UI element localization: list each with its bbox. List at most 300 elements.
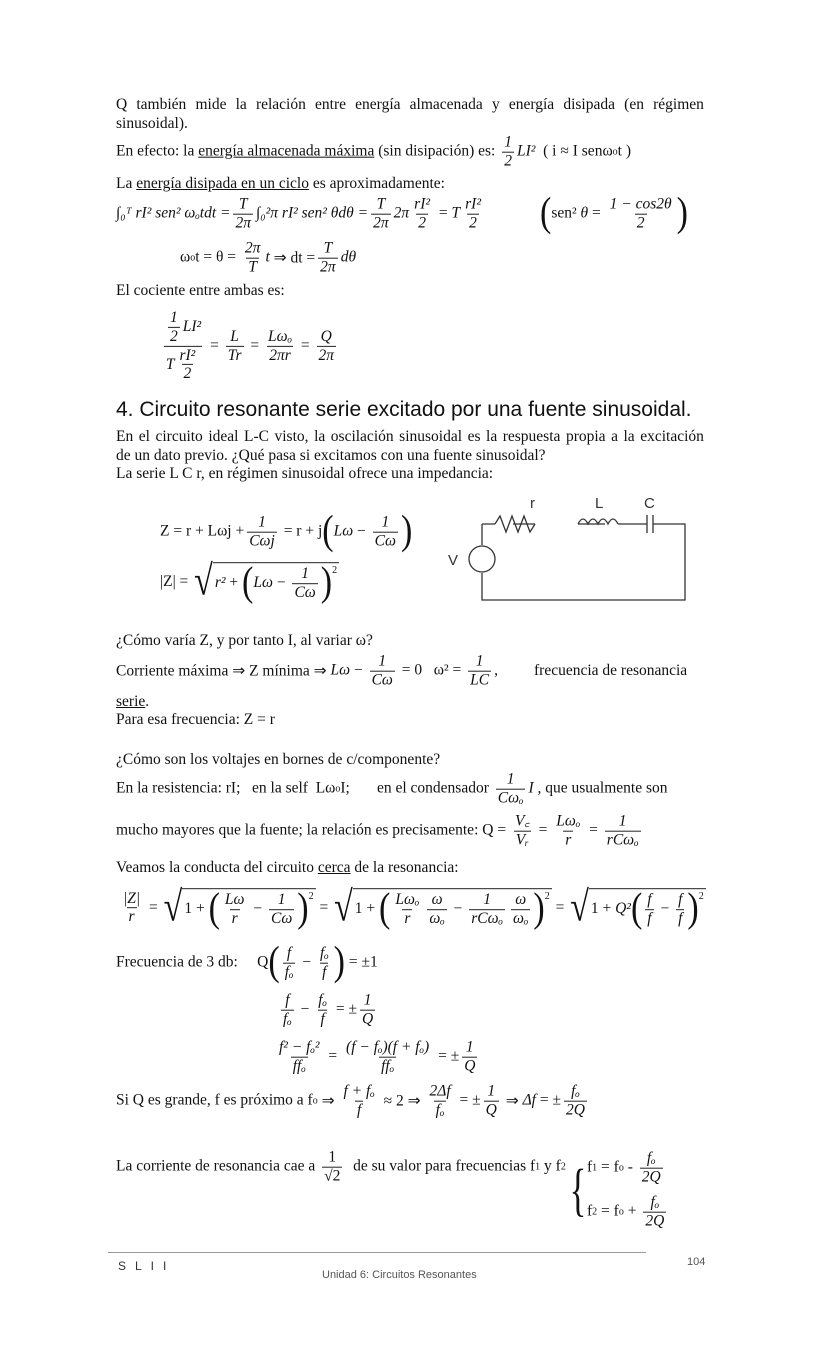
text: 2π bbox=[244, 239, 261, 257]
equation-ratio bbox=[160, 309, 339, 383]
paragraph-line bbox=[116, 632, 373, 650]
text: La corriente de resonancia cae a bbox=[116, 1158, 320, 1175]
text: T bbox=[248, 258, 257, 276]
subscript: o bbox=[612, 146, 618, 158]
parenthesized bbox=[322, 509, 413, 554]
denominator bbox=[292, 583, 317, 602]
numerator bbox=[316, 992, 329, 1010]
text: 2 bbox=[504, 152, 512, 170]
numerator bbox=[243, 240, 263, 258]
word: régimen bbox=[653, 96, 704, 113]
text: 1 bbox=[328, 1148, 337, 1166]
text: = bbox=[145, 899, 162, 916]
text: Q bbox=[320, 327, 332, 345]
radical bbox=[163, 884, 316, 932]
numerator bbox=[645, 1150, 658, 1168]
underlined-text: energía almacenada máxima bbox=[198, 143, 375, 160]
text: = ± bbox=[455, 1092, 481, 1109]
denominator bbox=[645, 909, 653, 928]
text: 2Q bbox=[565, 1101, 585, 1119]
numerator bbox=[393, 891, 421, 909]
fraction bbox=[412, 196, 432, 233]
paragraph-line bbox=[116, 1149, 566, 1186]
paragraph-line bbox=[116, 428, 704, 446]
text: T bbox=[376, 195, 386, 213]
text: f bbox=[678, 910, 683, 927]
numerator bbox=[412, 196, 432, 214]
equation-normalized-impedance bbox=[118, 884, 706, 932]
word: excitación bbox=[640, 428, 704, 445]
text: r bbox=[565, 831, 572, 849]
text: f bbox=[320, 1010, 325, 1028]
numerator bbox=[237, 196, 250, 214]
paragraph-line bbox=[116, 134, 631, 171]
text: Lωₒ bbox=[556, 812, 581, 830]
numerator bbox=[285, 945, 293, 963]
text: 1 bbox=[504, 133, 512, 151]
text: − bbox=[272, 574, 290, 592]
fraction bbox=[223, 891, 247, 928]
left-paren: ( bbox=[268, 940, 280, 985]
denominator bbox=[182, 364, 194, 383]
numerator bbox=[344, 1039, 431, 1057]
subscript: o bbox=[312, 1095, 318, 1107]
footer-logo: SLII bbox=[118, 1259, 176, 1273]
text: r bbox=[404, 910, 411, 927]
text: 1 + bbox=[354, 900, 380, 918]
text: t ) bbox=[617, 143, 631, 160]
parenthesized bbox=[379, 886, 550, 932]
denominator bbox=[605, 831, 641, 850]
denominator bbox=[360, 1010, 375, 1029]
equation-impedance-magnitude bbox=[160, 558, 339, 606]
word: visto, bbox=[274, 428, 309, 445]
fraction bbox=[177, 347, 197, 384]
text: = f bbox=[597, 1159, 619, 1176]
denominator bbox=[643, 1212, 666, 1231]
text: Vᵣ bbox=[515, 831, 529, 849]
numerator bbox=[617, 813, 629, 831]
word: mide bbox=[195, 96, 227, 113]
denominator bbox=[318, 258, 338, 277]
fraction bbox=[643, 1194, 666, 1231]
fraction bbox=[605, 813, 641, 850]
text: − bbox=[449, 900, 467, 918]
text: 2πr bbox=[269, 346, 291, 364]
text: 2Δf bbox=[429, 1082, 451, 1100]
fraction bbox=[640, 1150, 663, 1187]
text: Q bbox=[485, 1101, 497, 1119]
text: ⇒ dt = bbox=[269, 249, 316, 267]
text: 1 + bbox=[184, 900, 209, 918]
math-italic: dθ bbox=[340, 249, 357, 266]
math-italic: 2π bbox=[393, 205, 410, 222]
text: ¿Cómo varía Z, y por tanto I, al variar ω? bbox=[116, 632, 373, 649]
text: Frecuencia de 3 db: Q bbox=[116, 954, 269, 971]
text: f bbox=[322, 963, 327, 981]
text: Cω bbox=[374, 532, 396, 550]
fraction bbox=[511, 891, 530, 928]
numerator bbox=[299, 565, 311, 583]
text: V꜀ bbox=[514, 812, 530, 830]
denominator bbox=[514, 831, 531, 850]
text: 1 bbox=[170, 308, 178, 326]
radical bbox=[570, 884, 706, 932]
denominator bbox=[467, 214, 479, 233]
word: disipada bbox=[563, 96, 615, 113]
fraction bbox=[266, 328, 294, 365]
text: T bbox=[323, 239, 333, 257]
paragraph-line bbox=[116, 940, 378, 985]
text: = bbox=[206, 337, 223, 354]
text: = bbox=[315, 899, 333, 916]
numerator bbox=[375, 196, 388, 214]
text: 1 bbox=[381, 513, 390, 531]
section-heading: 4. Circuito resonante serie excitado por una fuente sinusoidal. bbox=[116, 398, 692, 421]
text: La bbox=[116, 175, 137, 192]
math-italic: ∫₀²π rI² sen² θdθ = bbox=[255, 205, 369, 222]
text: = ±1 bbox=[345, 954, 378, 971]
math-italic: Lω bbox=[333, 523, 354, 540]
text: − bbox=[656, 900, 674, 918]
text: (f − fₒ)(f + fₒ) bbox=[346, 1038, 430, 1056]
equation-3db-2 bbox=[274, 1039, 480, 1076]
numerator bbox=[341, 1083, 376, 1101]
radical-sign: √ bbox=[334, 884, 353, 931]
denominator bbox=[676, 909, 684, 928]
text: Q bbox=[361, 1010, 374, 1028]
page-number: 104 bbox=[687, 1256, 706, 1268]
numerator bbox=[121, 890, 142, 908]
right-paren: ) bbox=[297, 886, 309, 932]
denominator bbox=[291, 1057, 308, 1076]
word: la bbox=[623, 428, 635, 445]
text: T bbox=[238, 195, 248, 213]
text: 1 − cos2θ bbox=[609, 195, 672, 213]
text: 2 bbox=[418, 214, 426, 232]
text: 2Q bbox=[641, 1168, 661, 1186]
text: = r + j bbox=[279, 523, 323, 540]
text: Para esa frecuencia: Z = r bbox=[116, 711, 275, 728]
text: - bbox=[623, 1159, 637, 1176]
text: ωₒ bbox=[429, 910, 445, 927]
subscript: 1 bbox=[592, 1162, 598, 1174]
text: fₒ bbox=[646, 1149, 656, 1167]
radical-sign: √ bbox=[194, 558, 213, 605]
paragraph-line bbox=[116, 447, 546, 465]
fraction bbox=[370, 653, 395, 690]
parenthesized bbox=[208, 886, 314, 932]
text: Lωₒ bbox=[395, 891, 420, 909]
numerator bbox=[427, 1083, 452, 1101]
numerator bbox=[266, 328, 294, 346]
text: − bbox=[298, 954, 315, 971]
text: fₒ bbox=[283, 1010, 292, 1028]
text: f bbox=[356, 1101, 362, 1119]
right-paren: ) bbox=[400, 509, 413, 554]
text: f bbox=[285, 991, 290, 1009]
subscript: o bbox=[190, 252, 196, 264]
text: ffₒ bbox=[292, 1057, 306, 1075]
label-V: V bbox=[448, 552, 459, 569]
fraction bbox=[393, 891, 421, 928]
fraction bbox=[463, 196, 483, 233]
numerator bbox=[481, 891, 493, 909]
radicand bbox=[589, 886, 706, 932]
numerator bbox=[256, 514, 268, 532]
text: f bbox=[647, 891, 652, 909]
denominator bbox=[434, 1101, 447, 1120]
parenthesized bbox=[242, 560, 338, 606]
fraction bbox=[496, 771, 526, 808]
text: LC bbox=[470, 671, 490, 689]
fraction bbox=[513, 813, 532, 850]
text: f + fₒ bbox=[343, 1082, 375, 1100]
text: |Z| bbox=[123, 889, 141, 907]
text: = ± bbox=[434, 1048, 460, 1065]
parenthesized bbox=[540, 191, 688, 236]
numerator bbox=[463, 196, 483, 214]
label-r: r bbox=[530, 495, 535, 512]
text: = bbox=[297, 337, 314, 354]
text: − bbox=[350, 662, 367, 679]
text: rCωₒ bbox=[471, 910, 503, 927]
underlined-text: serie bbox=[116, 693, 146, 710]
word: circuito bbox=[155, 428, 203, 445]
text: 2 bbox=[183, 365, 192, 383]
numerator bbox=[505, 771, 517, 789]
footer-divider bbox=[108, 1252, 646, 1253]
denominator bbox=[427, 909, 446, 928]
text: = bbox=[435, 205, 452, 222]
left-paren: ( bbox=[208, 886, 220, 932]
word: sinusoidal bbox=[399, 428, 463, 445]
fraction bbox=[283, 945, 296, 982]
denominator bbox=[469, 909, 505, 928]
paragraph-line bbox=[116, 859, 459, 877]
word: L-C bbox=[244, 428, 269, 445]
fraction bbox=[341, 1083, 376, 1120]
equation-f2 bbox=[587, 1194, 669, 1231]
text: ωₒ bbox=[512, 910, 529, 927]
text: r bbox=[128, 908, 135, 926]
radicand bbox=[353, 886, 552, 932]
text: 1 bbox=[465, 1038, 474, 1056]
text: es aproximadamente: bbox=[308, 175, 445, 192]
text: sen² bbox=[551, 205, 581, 222]
text: = ± bbox=[331, 1001, 357, 1018]
radical bbox=[194, 558, 339, 606]
text: 2π bbox=[320, 258, 336, 276]
text: rI² bbox=[414, 195, 430, 213]
denominator bbox=[635, 214, 647, 233]
radical bbox=[334, 884, 552, 932]
fraction bbox=[371, 196, 391, 233]
text: 1 bbox=[618, 812, 627, 830]
text: 1 + bbox=[590, 900, 616, 918]
math-italic: t bbox=[265, 249, 270, 266]
fraction bbox=[168, 309, 180, 346]
voltage-source-symbol bbox=[469, 546, 495, 572]
denominator bbox=[230, 909, 240, 928]
denominator bbox=[511, 909, 530, 928]
text: = bbox=[585, 822, 602, 839]
fraction bbox=[121, 890, 142, 927]
numerator bbox=[676, 891, 684, 909]
text: f bbox=[678, 891, 683, 909]
text: = 0 ω² = bbox=[397, 662, 466, 679]
denominator bbox=[267, 346, 293, 365]
label-C: C bbox=[644, 495, 655, 512]
fraction bbox=[269, 891, 294, 928]
numerator bbox=[163, 309, 203, 346]
denominator bbox=[564, 1101, 587, 1120]
fraction bbox=[469, 891, 505, 928]
word: y bbox=[491, 96, 500, 113]
text: En efecto: la bbox=[116, 143, 199, 160]
text: Cωₒ bbox=[497, 789, 524, 807]
text: fₒ bbox=[318, 991, 327, 1009]
paragraph-line bbox=[116, 751, 440, 769]
paragraph-line bbox=[116, 282, 285, 300]
text: Cω bbox=[270, 910, 293, 927]
fraction bbox=[277, 1039, 322, 1076]
right-paren: ) bbox=[687, 886, 699, 932]
word: entre bbox=[315, 96, 347, 113]
text: (sin disipación) es: bbox=[374, 143, 500, 160]
denominator bbox=[379, 1057, 396, 1076]
text: Cω bbox=[371, 671, 393, 689]
text: Corriente máxima ⇒ Z mínima ⇒ bbox=[116, 662, 331, 680]
expression bbox=[166, 347, 200, 384]
text: = bbox=[246, 337, 263, 354]
fraction bbox=[344, 1039, 431, 1076]
inductor-symbol bbox=[578, 519, 618, 524]
numerator bbox=[376, 653, 388, 671]
paragraph-line bbox=[116, 653, 498, 690]
fraction bbox=[427, 1083, 452, 1120]
word: energía bbox=[508, 96, 555, 113]
text: Veamos la conducta del circuito bbox=[116, 859, 318, 876]
text: T bbox=[165, 355, 175, 373]
text: fₒ bbox=[284, 963, 294, 981]
fraction bbox=[281, 992, 294, 1029]
denominator bbox=[355, 1101, 363, 1120]
text: ¿Cómo son los voltajes en bornes de c/componente? bbox=[116, 751, 441, 768]
text: 2π bbox=[318, 346, 335, 364]
text: = bbox=[534, 822, 552, 839]
fraction bbox=[676, 891, 684, 928]
fraction bbox=[564, 1083, 587, 1120]
radical-sign: √ bbox=[570, 884, 589, 931]
text: ≈ 2 ⇒ bbox=[379, 1092, 425, 1110]
numerator bbox=[379, 514, 391, 532]
text: ffₒ bbox=[381, 1057, 395, 1075]
denominator bbox=[283, 963, 296, 982]
text: Q bbox=[464, 1057, 476, 1075]
numerator bbox=[283, 992, 291, 1010]
left-paren: ( bbox=[379, 886, 391, 932]
right-paren: ) bbox=[676, 191, 688, 236]
numerator bbox=[474, 653, 486, 671]
text: Tr bbox=[227, 346, 242, 364]
fraction bbox=[645, 891, 653, 928]
denominator bbox=[233, 214, 253, 233]
text: Cωj bbox=[249, 532, 275, 550]
paragraph-line bbox=[116, 813, 644, 850]
text: Z = r + Lωj + bbox=[160, 523, 245, 540]
numerator bbox=[223, 891, 247, 909]
word: Q bbox=[116, 96, 128, 113]
word: respuesta bbox=[502, 428, 561, 445]
text: 2π bbox=[373, 214, 389, 232]
denominator bbox=[416, 214, 428, 233]
text: , que usualmente son bbox=[533, 780, 668, 797]
word: almacenada bbox=[409, 96, 483, 113]
text: 2 bbox=[469, 214, 477, 232]
equation-dissipated-energy bbox=[116, 196, 486, 233]
text: |Z| = bbox=[160, 573, 193, 590]
fraction bbox=[554, 813, 582, 850]
radicand bbox=[213, 560, 339, 606]
numerator bbox=[502, 134, 514, 152]
equation-3db-1 bbox=[278, 992, 378, 1029]
text: √2 bbox=[324, 1167, 341, 1185]
fraction bbox=[226, 328, 244, 365]
denominator bbox=[226, 346, 244, 365]
math-italic: Lω bbox=[330, 662, 351, 679]
text: 1 bbox=[487, 1082, 496, 1100]
subscript: o bbox=[618, 1162, 624, 1174]
text: ω bbox=[180, 249, 191, 266]
text: rI² bbox=[179, 346, 196, 364]
text: El cociente entre ambas es: bbox=[116, 282, 285, 299]
text: f bbox=[647, 910, 652, 927]
denominator bbox=[127, 908, 137, 927]
underlined-text: cerca bbox=[317, 859, 351, 876]
fraction bbox=[163, 309, 203, 383]
numerator bbox=[430, 891, 445, 909]
text: = bbox=[551, 899, 569, 916]
left-paren: ( bbox=[242, 560, 254, 606]
text: ( i ≈ I senω bbox=[535, 143, 613, 160]
subscript: 1 bbox=[535, 1161, 541, 1173]
equation-f1 bbox=[587, 1150, 666, 1187]
word: ideal bbox=[208, 428, 239, 445]
fraction bbox=[292, 565, 317, 602]
denominator bbox=[373, 532, 398, 551]
numerator bbox=[276, 891, 288, 909]
numerator bbox=[277, 1039, 322, 1057]
wire bbox=[482, 524, 685, 600]
paragraph-line bbox=[116, 465, 493, 483]
word: relación bbox=[255, 96, 306, 113]
fraction bbox=[468, 653, 491, 690]
text: I; en el condensador bbox=[340, 780, 493, 797]
text: f bbox=[286, 944, 292, 962]
text: rCωₒ bbox=[606, 831, 639, 849]
numerator bbox=[485, 1083, 497, 1101]
footer-unit-title: Unidad 6: Circuitos Resonantes bbox=[322, 1269, 477, 1281]
series-rlc-circuit-diagram bbox=[440, 490, 700, 610]
denominator bbox=[317, 346, 337, 365]
math-italic: LI² bbox=[516, 143, 536, 160]
text: 1 bbox=[363, 991, 372, 1009]
numerator bbox=[513, 813, 532, 831]
word: propia bbox=[565, 428, 606, 445]
radical-sign: √ bbox=[163, 884, 183, 931]
paragraph-line bbox=[116, 96, 704, 114]
